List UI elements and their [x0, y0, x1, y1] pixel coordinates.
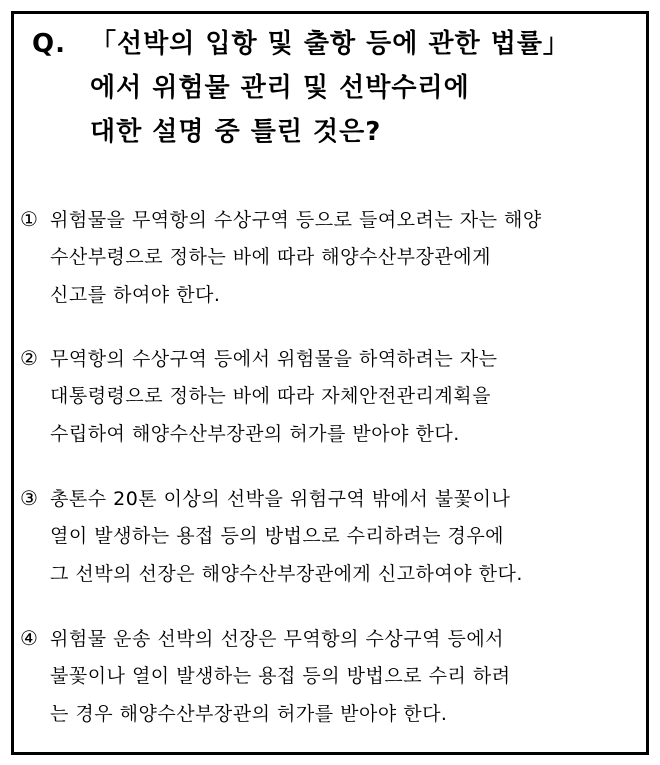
- option-2[interactable]: [20, 339, 498, 453]
- option-2-marker: ②: [20, 346, 39, 370]
- question-line-3: 대한 설명 중 틀린 것은?: [90, 117, 382, 147]
- question-text: [32, 22, 570, 154]
- option-3-line-2: 열이 발생하는 용접 등의 방법으로 수리하려는 경우에: [50, 525, 505, 547]
- question-prefix: Q.: [32, 29, 66, 59]
- option-1-line-1-text: 위험물을 무역항의 수상구역 등으로 들여오려는 자는 해양: [50, 209, 542, 231]
- option-3-line-3: 그 선박의 선장은 해양수산부장관에게 신고하여야 한다.: [50, 563, 523, 585]
- option-4-line-1: [20, 619, 511, 657]
- question-line-2: 에서 위험물 관리 및 선박수리에: [90, 73, 470, 103]
- option-4-marker: ④: [20, 626, 39, 650]
- option-1-line-2: 수산부령으로 정하는 바에 따라 해양수산부장관에게: [50, 246, 491, 268]
- option-1[interactable]: [20, 200, 542, 314]
- option-4-line-1-text: 위험물 운송 선박의 선장은 무역항의 수상구역 등에서: [50, 628, 505, 650]
- option-2-line-2: 대통령령으로 정하는 바에 따라 자체안전관리계획을: [50, 385, 491, 407]
- question-line-1: [32, 22, 570, 66]
- option-3-marker: ③: [20, 486, 39, 510]
- option-2-line-1: [20, 339, 498, 377]
- option-3-line-1: [20, 479, 523, 517]
- option-1-line-1: [20, 200, 542, 238]
- option-2-line-3: 수립하여 해양수산부장관의 허가를 받아야 한다.: [50, 423, 460, 445]
- option-4[interactable]: [20, 619, 511, 733]
- option-1-line-3: 신고를 하여야 한다.: [50, 284, 221, 306]
- option-3[interactable]: [20, 479, 523, 593]
- option-4-line-3: 는 경우 해양수산부장관의 허가를 받아야 한다.: [50, 703, 448, 725]
- option-1-marker: ①: [20, 207, 39, 231]
- question-line-1-text: 「선박의 입항 및 출항 등에 관한 법률」: [90, 29, 570, 59]
- option-3-line-1-text: 총톤수 20톤 이상의 선박을 위험구역 밖에서 불꽃이나: [50, 488, 511, 510]
- option-2-line-1-text: 무역항의 수상구역 등에서 위험물을 하역하려는 자는: [50, 348, 498, 370]
- option-4-line-2: 불꽃이나 열이 발생하는 용접 등의 방법으로 수리 하려: [50, 665, 511, 687]
